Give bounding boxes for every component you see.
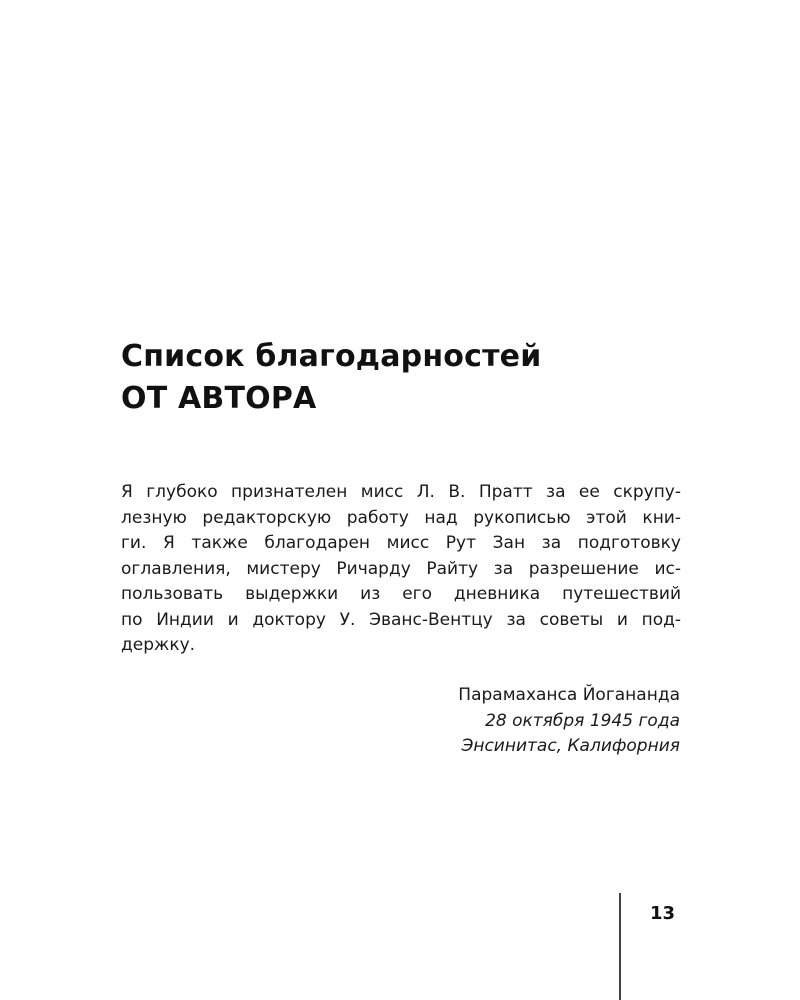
author-name: Парамаханса Йогананда — [458, 685, 680, 705]
paragraph-line: пользовать выдержки из его дневника путешествий — [121, 584, 681, 604]
paragraph-line: по Индии и доктору У. Эванс-Вентцу за советы и под- — [121, 609, 681, 630]
heading-line-1: Список благодарностей — [121, 339, 542, 374]
paragraph-line: ги. Я также благодарен мисс Рут Зан за подготовку — [121, 533, 681, 553]
heading-line-2: ОТ АВТОРА — [121, 381, 317, 416]
chapter-heading — [121, 336, 721, 420]
paragraph-line: лезную редакторскую работу над рукописью этой кни- — [121, 507, 681, 528]
paragraph-line: держку. — [121, 635, 196, 655]
paragraph-line: оглавления, мистеру Ричарду Райту за разрешение ис- — [121, 558, 681, 579]
page-number: 13 — [650, 903, 676, 924]
signature-date: 28 октября 1945 года — [485, 710, 680, 731]
signature-place: Энсинитас, Калифорния — [461, 736, 680, 756]
page-number-rule — [619, 893, 621, 1000]
author-signature — [458, 683, 680, 760]
paragraph-line: Я глубоко признателен мисс Л. В. Пратт за ее скрупу- — [121, 482, 681, 502]
acknowledgment-paragraph — [121, 480, 681, 659]
